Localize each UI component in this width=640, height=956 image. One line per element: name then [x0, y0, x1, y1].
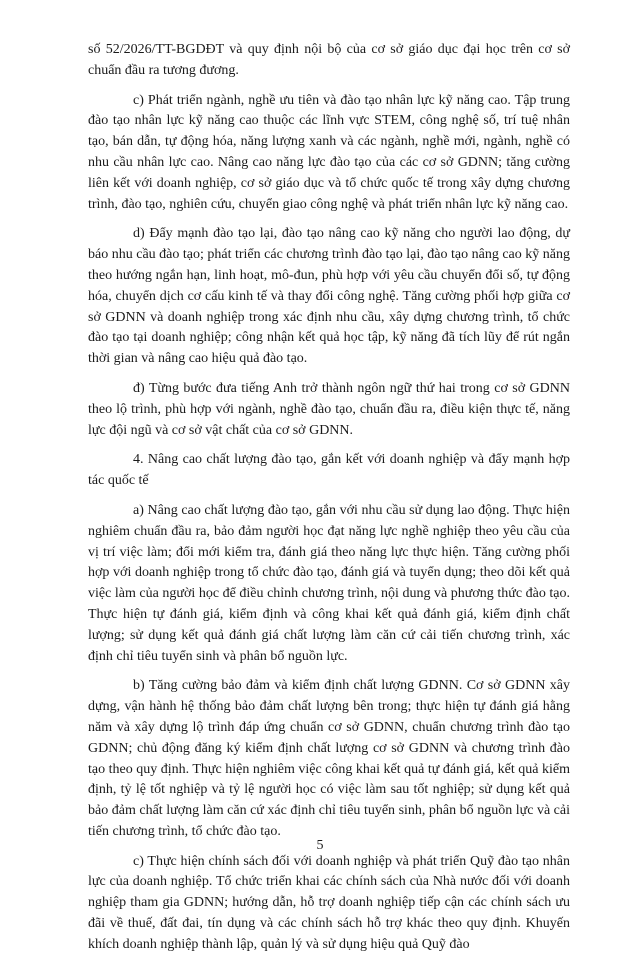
paragraph-item-c-2: c) Thực hiện chính sách đối với doanh nghiệp và phát triển Quỹ đào tạo nhân lực của doanh nghiệp. Tổ chức triển khai các chính sách của Nhà nước đối với doanh nghiệp tham gia GDNN; hướng dẫn, hỗ trợ doanh nghiệp tiếp cận các chính sách ưu đãi về thuế, đất đai, tín dụng và các chính sách hỗ trợ khác theo quy định. Khuyến khích doanh nghiệp thành lập, quản lý và sử dụng hiệu quả Quỹ đào: [88, 853, 570, 952]
section-heading-4: 4. Nâng cao chất lượng đào tạo, gắn kết với doanh nghiệp và đẩy mạnh hợp tác quốc tế: [88, 452, 570, 489]
paragraph-item-dd: đ) Từng bước đưa tiếng Anh trở thành ngôn ngữ thứ hai trong cơ sở GDNN theo lộ trình, phù hợp với ngành, nghề đào tạo, chuẩn đầu ra, điều kiện thực tế, năng lực đội ngũ và cơ sở vật chất của cơ sở GDNN.: [88, 380, 570, 438]
paragraph-item-b: b) Tăng cường bảo đảm và kiểm định chất lượng GDNN. Cơ sở GDNN xây dựng, vận hành hệ thống bảo đảm chất lượng bên trong; thực hiện tự đánh giá hằng năm và xây dựng lộ trình đáp ứng chuẩn cơ sở GDNN, chuẩn chương trình đào tạo GDNN; chủ động đăng ký kiểm định chất lượng cơ sở GDNN và chương trình đào tạo theo quy định. Thực hiện nghiêm việc công khai kết quả tự đánh giá, kết quả kiểm định, tỷ lệ tốt nghiệp và tỷ lệ người học có việc làm sau tốt nghiệp; sử dụng kết quả bảo đảm chất lượng làm căn cứ xác định chỉ tiêu tuyển sinh, phân bổ nguồn lực và cải tiến chương trình, tổ chức đào tạo.: [88, 678, 570, 839]
paragraph-continuation: số 52/2026/TT-BGDĐT và quy định nội bộ của cơ sở giáo dục đại học trên cơ sở chuẩn đầu ra tương đương.: [88, 42, 570, 78]
paragraph-item-a: a) Nâng cao chất lượng đào tạo, gắn với nhu cầu sử dụng lao động. Thực hiện nghiêm chuẩn đầu ra, bảo đảm người học đạt năng lực nghề nghiệp theo yêu cầu của vị trí việc làm; đổi mới kiểm tra, đánh giá theo năng lực thực hiện. Tăng cường phối hợp với doanh nghiệp trong tổ chức đào tạo, đánh giá và tuyển dụng; theo dõi kết quả việc làm của người học để điều chỉnh chương trình, nội dung và phương thức đào tạo. Thực hiện tự đánh giá, kiểm định và công khai kết quả đánh giá, kiểm định chất lượng; sử dụng kết quả đánh giá chất lượng làm căn cứ cải tiến chương trình, xác định chỉ tiêu tuyển sinh và phân bổ nguồn lực.: [88, 502, 570, 664]
page-number: 5: [316, 838, 324, 853]
paragraph-item-c: c) Phát triển ngành, nghề ưu tiên và đào tạo nhân lực kỹ năng cao. Tập trung đào tạo nhân lực kỹ năng cao thuộc các lĩnh vực STEM, công nghệ số, trí tuệ nhân tạo, bán dẫn, tự động hóa, năng lượng xanh và các ngành, nghề mới, ngành, nghề có nhu cầu nhân lực cao. Nâng cao năng lực đào tạo của các cơ sở GDNN; tăng cường liên kết với doanh nghiệp, cơ sở giáo dục và tổ chức quốc tế trong xây dựng chương trình, đào tạo, nghiên cứu, chuyển giao công nghệ và phát triển nhân lực kỹ năng cao.: [88, 92, 570, 212]
paragraph-item-d: d) Đẩy mạnh đào tạo lại, đào tạo nâng cao kỹ năng cho người lao động, dự báo nhu cầu đào tạo; phát triển các chương trình đào tạo lại, đào tạo nâng cao kỹ năng theo hướng ngắn hạn, linh hoạt, mô-đun, phù hợp với yêu cầu chuyển đổi số, tự động hóa, chuyển dịch cơ cấu kinh tế và thay đổi công nghệ. Tăng cường phối hợp giữa cơ sở GDNN và doanh nghiệp trong xác định nhu cầu, xây dựng chương trình, tổ chức đào tạo tại doanh nghiệp; công nhận kết quả học tập, kỹ năng đã tích lũy để rút ngắn thời gian và nâng cao hiệu quả đào tạo.: [88, 226, 570, 367]
